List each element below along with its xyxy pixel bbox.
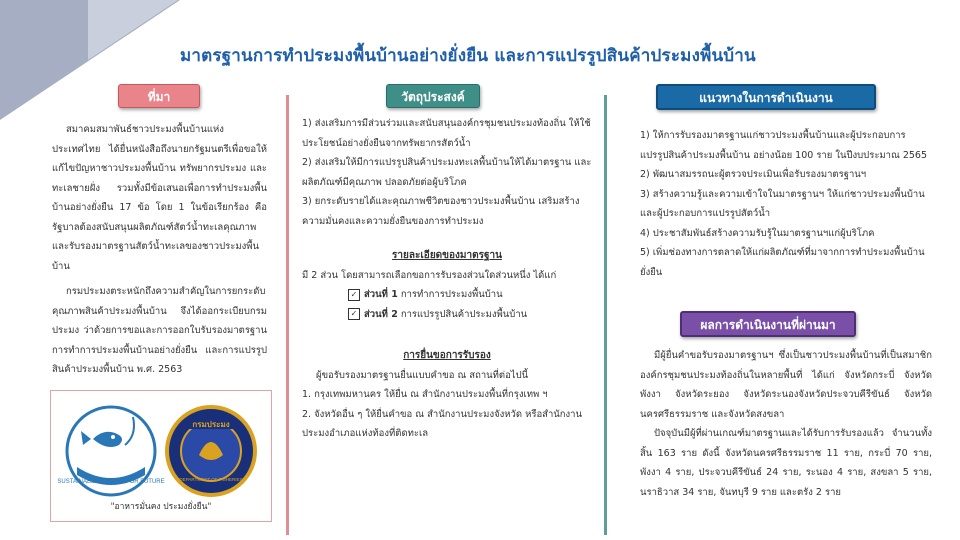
label-results: ผลการดำเนินงานที่ผ่านมา xyxy=(680,311,856,337)
objective-2: 2) ส่งเสริมให้มีการแปรรูปสินค้าประมงทะเลพื้นบ้านให้ได้มาตรฐาน และผลิตภัณฑ์มีคุณภาพ ปลอดภัยต่อผู้บริโภค xyxy=(302,157,592,188)
sustainable-fishing-logo xyxy=(57,405,165,497)
application-info xyxy=(302,346,592,444)
checkbox-checked-icon: ✓ xyxy=(348,289,360,301)
guidelines-text xyxy=(640,126,932,282)
apply-text: ผู้ขอรับรองมาตรฐานยื่นแบบคำขอ ณ สถานที่ต่อไปนี้ xyxy=(316,369,529,381)
logo2-text: กรมประมง xyxy=(192,420,230,429)
results-paragraph-1: มีผู้ยื่นคำขอรับรองมาตรฐานฯ ซึ่งเป็นชาวประมงพื้นบ้านที่เป็นสมาชิกองค์กรชุมชนประมงท้องถิ่นในหลายพื้นที่ ได้แก่ จังหวัดกระบี่ จังหวัดพังงา จังหวัดระยอง จังหวัดระนองจังหวัดประจวบคีรีขันธ์ จังหวัดนครศรีธรรมราช และจังหวัดสงขลา xyxy=(640,350,932,420)
part-2-item xyxy=(302,305,592,325)
logo-caption: "อาหารมั่นคง ประมงยั่งยืน" xyxy=(110,502,212,512)
logo2-subtext: DEPARTMENT OF FISHERIES xyxy=(179,477,243,482)
objective-3: 3) ยกระดับรายได้และคุณภาพชีวิตของชาวประมงพื้นบ้าน เสริมสร้างความมั่นคงและความยั่งยืนของการทำประมง xyxy=(302,196,580,227)
label-objectives: วัตถุประสงค์ xyxy=(386,84,480,108)
divider-left xyxy=(286,95,289,535)
background-text xyxy=(52,120,267,380)
guideline-3: 3) สร้างความรู้และความเข้าใจในมาตรฐานฯ ให้แก่ชาวประมงพื้นบ้านและผู้ประกอบการแปรรูปสัตว์น้ำ xyxy=(640,188,925,219)
guideline-2: 2) พัฒนาสมรรถนะผู้ตรวจประเมินเพื่อรับรองมาตรฐานฯ xyxy=(640,169,867,180)
guideline-5: 5) เพิ่มช่องทางการตลาดให้แก่ผลิตภัณฑ์ที่มาจากการทำประมงพื้นบ้านยั่งยืน xyxy=(640,247,925,278)
corner-decoration-light xyxy=(88,0,178,60)
part-2-label: ส่วนที่ 2 xyxy=(364,308,398,320)
guideline-4: 4) ประชาสัมพันธ์สร้างความรับรู้ในมาตรฐานฯแก่ผู้บริโภค xyxy=(640,227,875,239)
department-of-fisheries-seal xyxy=(163,405,259,497)
objectives-text xyxy=(302,114,592,231)
logo-panel xyxy=(50,390,272,522)
apply-location-2: 2. จังหวัดอื่น ๆ ให้ยื่นคำขอ ณ สำนักงานประมงจังหวัด หรือสำนักงานประมงอำเภอแห่งท้องที่ติดทะเล xyxy=(302,408,582,439)
apply-heading: การยื่นขอการรับรอง xyxy=(403,350,491,361)
details-text: มี 2 ส่วน โดยสามารถเลือกขอการรับรองส่วนใดส่วนหนึ่ง ได้แก่ xyxy=(302,269,557,281)
label-guidelines: แนวทางในการดำเนินงาน xyxy=(656,84,876,110)
part-1-label: ส่วนที่ 1 xyxy=(364,289,398,300)
apply-location-1: 1. กรุงเทพมหานคร ให้ยื่น ณ สำนักงานประมงพื้นที่กรุงเทพ ฯ xyxy=(302,389,548,400)
standard-details xyxy=(302,246,592,324)
objective-1: 1) ส่งเสริมการมีส่วนร่วมและสนับสนุนองค์กรชุมชนประมงท้องถิ่น ให้ใช้ประโยชน์อย่างยั่งยืนจากทรัพยากรสัตว์น้ำ xyxy=(302,118,591,149)
part-1-text: การทำการประมงพื้นบ้าน xyxy=(400,289,503,300)
results-paragraph-2: ปัจจุบันมีผู้ที่ผ่านเกณฑ์มาตรฐานและได้รับการรับรองแล้ว จำนวนทั้งสิ้น 163 ราย ดังนี้ จังหวัดนครศรีธรรมราช 11 ราย, กระบี่ 70 ราย, พังงา 4 ราย, ประจวบคีรีขันธ์ 24 ราย, ระนอง 4 ราย, สงขลา 5 ราย, นราธิวาส 34 ราย, จันทบุรี 9 ราย และตรัง 2 ราย xyxy=(640,428,932,498)
logo1-text: SUSTAINABLE FISHING FOR FUTURE xyxy=(57,479,165,485)
label-background: ที่มา xyxy=(118,84,200,108)
divider-right xyxy=(604,95,607,535)
guideline-1: 1) ให้การรับรองมาตรฐานแก่ชาวประมงพื้นบ้านและผู้ประกอบการแปรรูปสินค้าประมงพื้นบ้าน อย่างน้อย 100 ราย ในปีงบประมาณ 2565 xyxy=(640,130,928,161)
checkbox-checked-icon: ✓ xyxy=(348,308,360,320)
part-2-text: การแปรรูปสินค้าประมงพื้นบ้าน xyxy=(400,308,528,320)
part-1-item xyxy=(302,285,592,305)
results-text xyxy=(640,346,932,502)
details-heading: รายละเอียดของมาตรฐาน xyxy=(392,250,502,261)
background-paragraph-1: สมาคมสมาพันธ์ชาวประมงพื้นบ้านแห่งประเทศไทย ได้ยื่นหนังสือถึงนายกรัฐมนตรีเพื่อขอให้แก้ไขปัญหาชาวประมงพื้นบ้าน ทรัพยากรประมง และทะเลชายฝั่ง รวมทั้งมีข้อเสนอเพื่อการทำประมงพื้นบ้านอย่างยั่งยืน 17 ข้อ โดย 1 ในข้อเรียกร้อง คือ รัฐบาลต้องสนับสนุนผลิตภัณฑ์สัตว์น้ำทะเลคุณภาพ และรับรองมาตรฐานสัตว์น้ำทะเลของชาวประมงพื้นบ้าน xyxy=(52,124,267,272)
background-paragraph-2: กรมประมงตระหนักถึงความสำคัญในการยกระดับคุณภาพสินค้าประมงพื้นบ้าน จึงได้ออกระเบียบกรมประมง ว่าด้วยการขอและการออกใบรับรองมาตรฐานการทำการประมงพื้นบ้านอย่างยั่งยืน และการแปรรูปสินค้าประมงพื้นบ้าน พ.ศ. 2563 xyxy=(52,286,267,375)
page-title: มาตรฐานการทำประมงพื้นบ้านอย่างยั่งยืน และการแปรรูปสินค้าประมงพื้นบ้าน xyxy=(180,46,756,66)
